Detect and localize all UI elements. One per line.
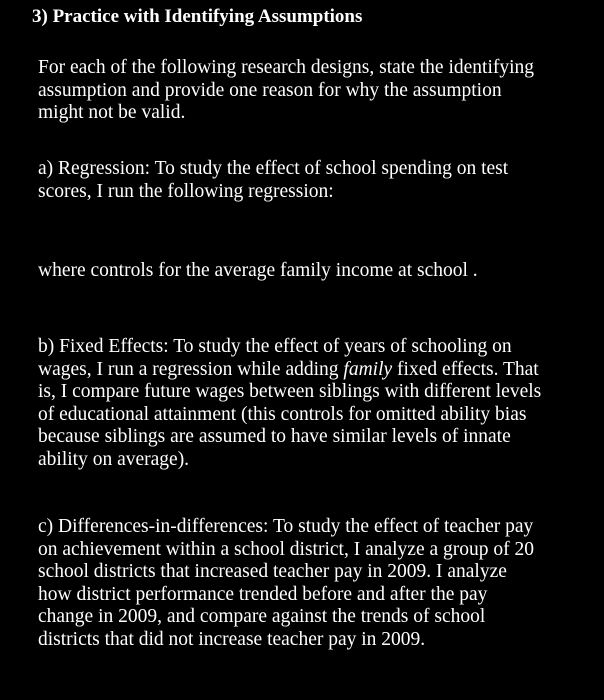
part-a-paragraph	[38, 158, 604, 203]
part-b-line: ability on average).	[38, 448, 190, 470]
part-b-text: fixed effects. That	[392, 358, 539, 380]
part-a-line: scores, I run the following regression:	[38, 180, 334, 202]
intro-line: might not be valid.	[38, 102, 186, 123]
part-c-line: on achievement within a school district, I analyze a group of 20	[38, 538, 535, 560]
part-c-line: change in 2009, and compare against the trends of school	[38, 606, 486, 627]
part-c-line: c) Differences-in-differences: To study the effect of teacher pay	[38, 516, 534, 537]
intro-paragraph	[38, 57, 604, 125]
part-b-line: b) Fixed Effects: To study the effect of years of schooling on	[38, 336, 512, 357]
section-heading: 3) Practice with Identifying Assumptions	[32, 6, 363, 27]
part-b-line: is, I compare future wages between siblings with different levels	[38, 381, 542, 402]
part-b-line: because siblings are assumed to have similar levels of innate	[38, 426, 511, 447]
part-b-line-emphasis	[38, 359, 604, 382]
part-a-where-line: where controls for the average family income at school .	[38, 260, 478, 281]
part-b-text: wages, I run a regression while adding	[38, 358, 344, 380]
part-c-line: school districts that increased teacher pay in 2009. I analyze	[38, 561, 507, 582]
part-c-line: how district performance trended before and after the pay	[38, 583, 488, 605]
part-b-paragraph	[38, 336, 604, 471]
part-c-paragraph	[38, 516, 604, 651]
part-b-emphasis-word: family	[343, 358, 393, 380]
intro-line: For each of the following research designs, state the identifying	[38, 57, 535, 78]
intro-line: assumption and provide one reason for why the assumption	[38, 79, 502, 101]
part-b-line: of educational attainment (this controls for omitted ability bias	[38, 403, 527, 425]
part-a-line: a) Regression: To study the effect of school spending on test	[38, 158, 509, 179]
part-a-where-paragraph	[38, 260, 604, 283]
part-c-line: districts that did not increase teacher pay in 2009.	[38, 628, 426, 650]
